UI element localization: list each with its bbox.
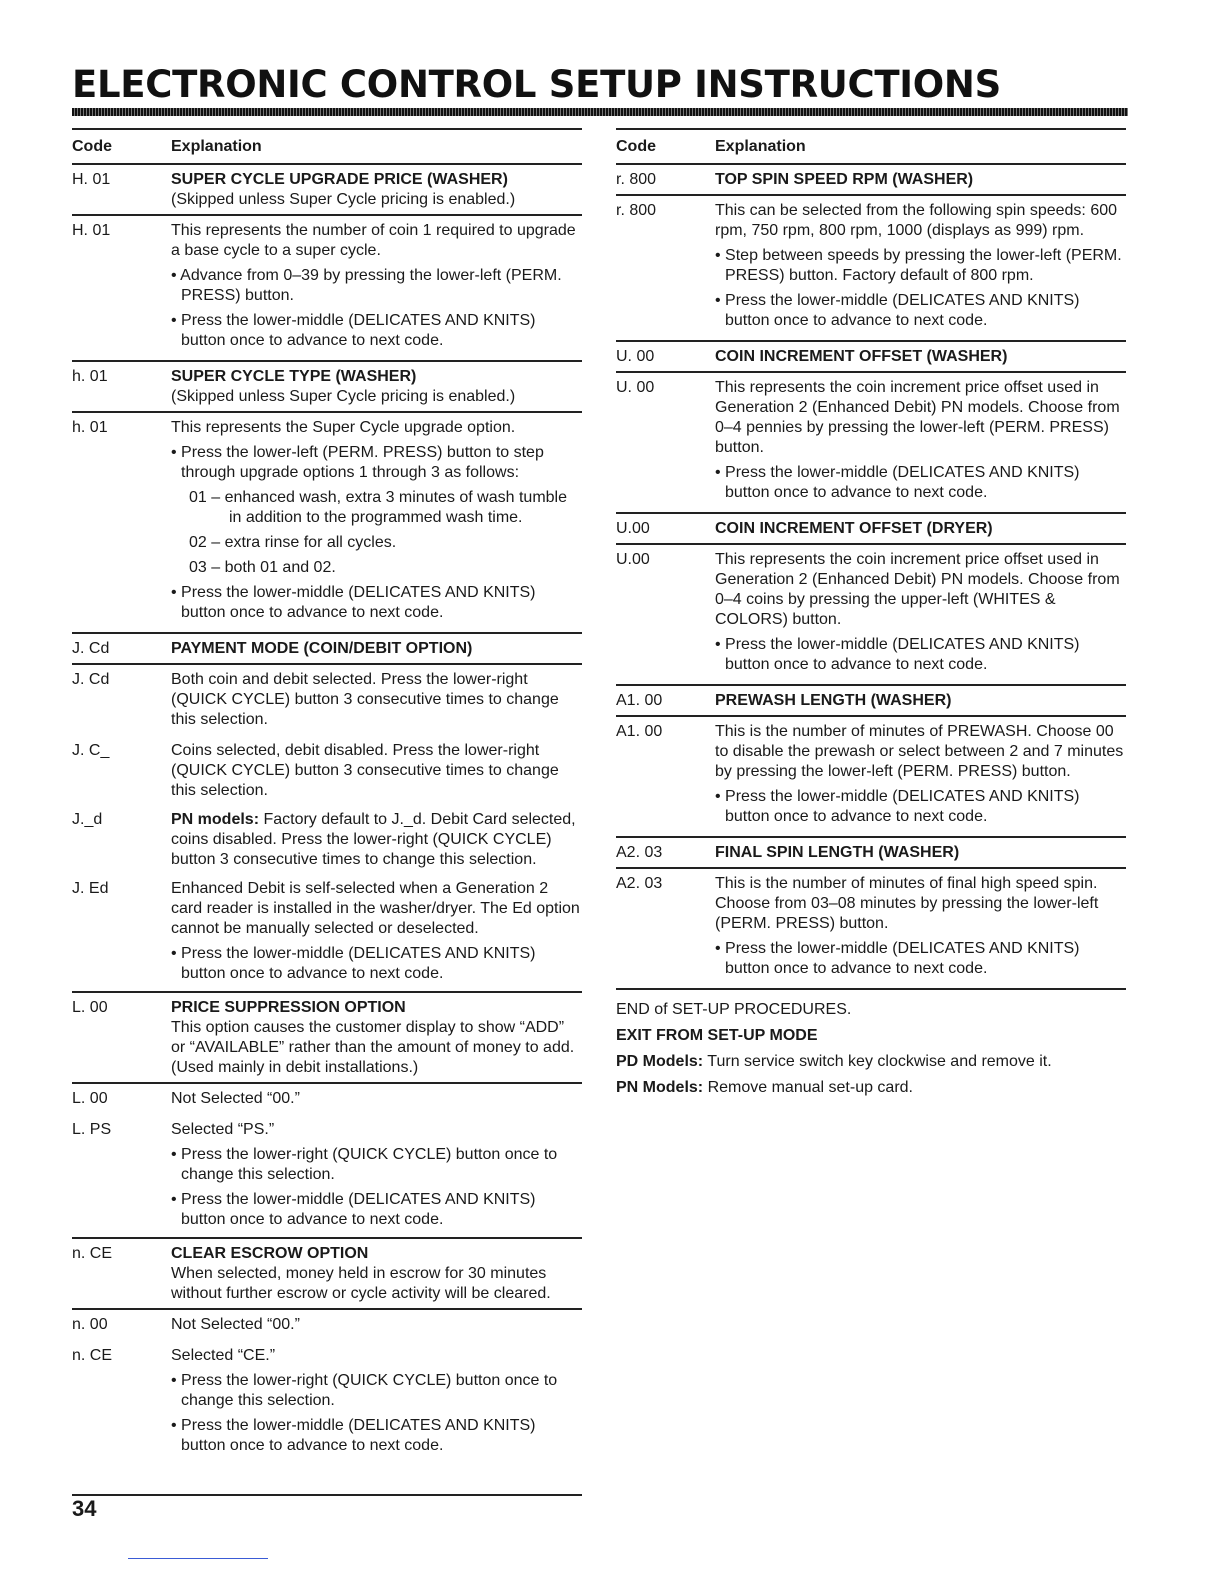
table-row: H. 01 This represents the number of coin 1 required to upgrade a base cycle to a super cycle. • Advance from 0–39 by pressing the lower-left (PERM. PRESS) button. • Press the lower-middle (DELICATES AND KNITS) button once to advance to next code.: [72, 214, 582, 360]
section-title: PREWASH LENGTH (WASHER): [715, 692, 952, 709]
pn-models-line: PN Models: Remove manual set-up card.: [616, 1079, 913, 1096]
section-title: SUPER CYCLE UPGRADE PRICE (WASHER): [171, 171, 508, 188]
table-row: r. 800 This can be selected from the following spin speeds: 600 rpm, 750 rpm, 800 rpm, 1000 (displays as 999) rpm. • Step between speeds by pressing the lower-left (PERM. PRESS) button. Factory default of 800 rpm. • Press the lower-middle (DELICATES AND KNITS) button once to advance to next code.: [616, 194, 1126, 340]
table-row: n. CE Selected “CE.” • Press the lower-right (QUICK CYCLE) button once to change this selection. • Press the lower-middle (DELICATES AND KNITS) button once to advance to next code.: [72, 1347, 558, 1454]
table-row: U. 00 This represents the coin increment price offset used in Generation 2 (Enhanced Debit) PN models. Choose from 0–4 pennies by pressing the lower-left (PERM. PRESS) button. • Press the lower-middle (DELICATES AND KNITS) button once to advance to next code.: [616, 371, 1126, 512]
table-row: L. 00 PRICE SUPPRESSION OPTION This option causes the customer display to show “ADD” or “AVAILABLE” rather than the amount of money to add. (Used mainly in debit installations.): [72, 991, 582, 1082]
footer-rule: [128, 1558, 268, 1559]
end-block: [616, 1000, 1126, 1098]
header-code: Code: [72, 138, 112, 155]
table-row: n. CE CLEAR ESCROW OPTION When selected, money held in escrow for 30 minutes without further escrow or cycle activity will be cleared.: [72, 1237, 582, 1308]
table-row: n. 00 Not Selected “00.”: [72, 1308, 582, 1344]
pd-models-line: PD Models: Turn service switch key clockwise and remove it.: [616, 1053, 1052, 1070]
table-header: [72, 128, 582, 165]
table-header: [616, 128, 1126, 165]
table-row: L. PS Selected “PS.” • Press the lower-right (QUICK CYCLE) button once to change this selection. • Press the lower-middle (DELICATES AND KNITS) button once to advance to next code.: [72, 1121, 558, 1228]
page-title: ELECTRONIC CONTROL SETUP INSTRUCTIONS: [72, 63, 1001, 106]
section-title: PAYMENT MODE (COIN/DEBIT OPTION): [171, 640, 473, 657]
table-row: A2. 03 This is the number of minutes of final high speed spin. Choose from 03–08 minutes by pressing the lower-left (PERM. PRESS) button. • Press the lower-middle (DELICATES AND KNITS) button once to advance to next code.: [616, 867, 1126, 990]
table-row: h. 01 SUPER CYCLE TYPE (WASHER) (Skipped unless Super Cycle pricing is enabled.): [72, 360, 582, 411]
section-title: CLEAR ESCROW OPTION: [171, 1245, 369, 1262]
section-title: SUPER CYCLE TYPE (WASHER): [171, 368, 417, 385]
table-row: J. Ed Enhanced Debit is self-selected when a Generation 2 card reader is installed in the washer/dryer. The Ed option cannot be manually selected or deselected. • Press the lower-middle (DELICATES AND KNITS) button once to advance to next code.: [72, 880, 580, 982]
header-explanation: Explanation: [171, 138, 262, 155]
page-number: 34: [72, 1496, 97, 1521]
section-title: COIN INCREMENT OFFSET (DRYER): [715, 520, 993, 537]
table-row: h. 01 This represents the Super Cycle upgrade option. • Press the lower-left (PERM. PRESS) button to step through upgrade options 1 through 3 as follows: 01 – enhanced wash, extra 3 minutes of wash tumble in addition to the programmed wash time. 02 – extra rinse for all cycles. 03 – both 01 and 02. • Press the lower-middle (DELICATES AND KNITS) button once to advance to next code.: [72, 411, 582, 632]
table-row: U.00 This represents the coin increment price offset used in Generation 2 (Enhanced Debit) PN models. Choose from 0–4 coins by pressing the upper-left (WHITES & COLORS) button. • Press the lower-middle (DELICATES AND KNITS) button once to advance to next code.: [616, 543, 1126, 684]
table-row: A1. 00 This is the number of minutes of PREWASH. Choose 00 to disable the prewash or select between 2 and 7 minutes by pressing the lower-left (PERM. PRESS) button. • Press the lower-middle (DELICATES AND KNITS) button once to advance to next code.: [616, 715, 1126, 836]
table-row: U. 00 COIN INCREMENT OFFSET (WASHER): [616, 340, 1126, 371]
table-row: U.00 COIN INCREMENT OFFSET (DRYER): [616, 512, 1126, 543]
table-row: r. 800 TOP SPIN SPEED RPM (WASHER): [616, 171, 974, 188]
table-row: A1. 00 PREWASH LENGTH (WASHER): [616, 684, 1126, 715]
table-row: L. 00 Not Selected “00.”: [72, 1082, 582, 1118]
exit-title: EXIT FROM SET-UP MODE: [616, 1027, 818, 1044]
end-line: END of SET-UP PROCEDURES.: [616, 1001, 852, 1018]
header-explanation: Explanation: [715, 138, 806, 155]
header-code: Code: [616, 138, 656, 155]
section-title: COIN INCREMENT OFFSET (WASHER): [715, 348, 1008, 365]
table-row: A2. 03 FINAL SPIN LENGTH (WASHER): [616, 836, 1126, 867]
table-row: J. Cd PAYMENT MODE (COIN/DEBIT OPTION): [72, 632, 582, 663]
section-title: TOP SPIN SPEED RPM (WASHER): [715, 171, 974, 188]
left-table: [72, 128, 582, 1463]
table-row: J. Cd Both coin and debit selected. Press the lower-right (QUICK CYCLE) button 3 consecutive times to change this selection.: [72, 663, 582, 739]
table-row: J. C_ Coins selected, debit disabled. Press the lower-right (QUICK CYCLE) button 3 consecutive times to change this selection.: [72, 742, 559, 799]
table-row: H. 01 SUPER CYCLE UPGRADE PRICE (WASHER) (Skipped unless Super Cycle pricing is enabled.): [72, 171, 516, 208]
section-title: FINAL SPIN LENGTH (WASHER): [715, 844, 960, 861]
title-rule: [72, 108, 1128, 116]
right-table: [616, 128, 1126, 1104]
table-row: J._d PN models: Factory default to J._d. Debit Card selected, coins disabled. Press the lower-right (QUICK CYCLE) button 3 consecutive times to change this selection.: [72, 811, 576, 868]
section-title: PRICE SUPPRESSION OPTION: [171, 999, 406, 1016]
bottom-rule: [72, 1494, 582, 1496]
